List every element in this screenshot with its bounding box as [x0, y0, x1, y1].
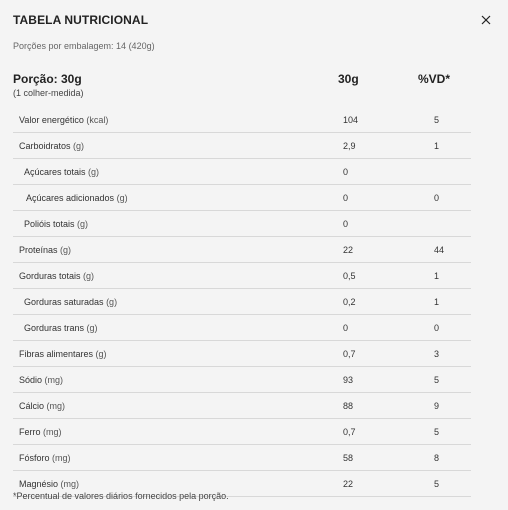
nutrient-unit: (mg) — [43, 427, 62, 437]
nutrient-unit: (g) — [116, 193, 128, 203]
nutrient-label: Gorduras totais — [19, 271, 81, 281]
nutrient-label: Fósforo — [19, 453, 50, 463]
nutrient-unit: (g) — [60, 245, 72, 255]
table-row — [13, 315, 471, 341]
nutrient-label: Fibras alimentares — [19, 349, 94, 359]
nutrient-label: Gorduras trans — [24, 323, 85, 333]
table-row — [13, 211, 471, 237]
nutrient-name — [26, 193, 128, 203]
footnote: *Percentual de valores diários fornecidos pela porção. — [13, 491, 229, 501]
close-button[interactable] — [478, 12, 494, 28]
nutrient-unit: (mg) — [60, 479, 80, 489]
table-row — [13, 133, 471, 159]
nutrient-daily-value: 9 — [434, 401, 440, 411]
nutrient-quantity: 0 — [343, 193, 349, 203]
column-header-daily-value: %VD* — [418, 72, 451, 86]
nutrient-name — [19, 349, 107, 359]
nutrient-quantity: 0,7 — [343, 349, 356, 359]
nutrient-name — [24, 167, 99, 177]
nutrient-label: Gorduras saturadas — [24, 297, 104, 307]
table-row — [13, 159, 471, 185]
modal-title: TABELA NUTRICIONAL — [13, 13, 149, 27]
nutrient-unit: (g) — [88, 167, 100, 177]
nutrient-daily-value: 3 — [434, 349, 440, 359]
nutrient-quantity: 2,9 — [343, 141, 356, 151]
nutrient-quantity: 0,7 — [343, 427, 356, 437]
nutrition-table — [13, 107, 471, 497]
nutrient-unit: (g) — [83, 271, 95, 281]
table-row — [13, 263, 471, 289]
nutrient-quantity: 0 — [343, 167, 349, 177]
nutrient-quantity: 58 — [343, 453, 354, 463]
nutrient-name — [19, 479, 79, 489]
nutrient-name — [24, 297, 117, 307]
nutrient-daily-value: 5 — [434, 479, 440, 489]
nutrient-unit: (mg) — [46, 401, 66, 411]
nutrient-unit: (g) — [106, 297, 118, 307]
table-row — [13, 445, 471, 471]
nutrient-label: Carboidratos — [19, 141, 71, 151]
nutrient-quantity: 0 — [343, 323, 349, 333]
servings-per-package: Porções por embalagem: 14 (420g) — [13, 41, 155, 51]
nutrient-quantity: 22 — [343, 479, 354, 489]
nutrient-unit: (g) — [73, 141, 85, 151]
nutrient-quantity: 88 — [343, 401, 354, 411]
nutrient-daily-value: 5 — [434, 115, 440, 125]
nutrient-daily-value: 0 — [434, 323, 440, 333]
table-row — [13, 367, 471, 393]
portion-subtitle: (1 colher-medida) — [13, 88, 84, 98]
nutrient-unit: (g) — [77, 219, 89, 229]
nutrient-unit: (g) — [95, 349, 107, 359]
nutrient-name — [19, 271, 94, 281]
nutrient-name — [19, 141, 84, 151]
nutrient-label: Sódio — [19, 375, 43, 385]
nutrient-unit: (mg) — [52, 453, 71, 463]
nutrient-name — [19, 427, 62, 437]
nutrient-name — [19, 401, 65, 411]
nutrient-label: Açúcares totais — [24, 167, 86, 177]
nutrient-daily-value: 5 — [434, 427, 440, 437]
nutrient-quantity: 22 — [343, 245, 354, 255]
nutrient-daily-value: 1 — [434, 141, 440, 151]
nutrient-label: Proteínas — [19, 245, 58, 255]
nutrient-daily-value: 5 — [434, 375, 440, 385]
nutrient-daily-value: 0 — [434, 193, 440, 203]
column-header-quantity: 30g — [338, 72, 359, 86]
table-row — [13, 393, 471, 419]
nutrient-label: Valor energético — [19, 115, 84, 125]
nutrient-quantity: 93 — [343, 375, 354, 385]
table-row — [13, 419, 471, 445]
nutrient-label: Açúcares adicionados — [26, 193, 115, 203]
nutrient-quantity: 0,2 — [343, 297, 356, 307]
nutrient-name — [19, 453, 71, 463]
nutrient-name — [24, 219, 88, 229]
table-row — [13, 237, 471, 263]
nutrient-daily-value: 8 — [434, 453, 440, 463]
table-header — [13, 72, 483, 102]
nutrient-quantity: 0 — [343, 219, 349, 229]
nutrient-name — [19, 375, 63, 385]
nutrient-label: Cálcio — [19, 401, 45, 411]
table-row — [13, 341, 471, 367]
nutrient-name — [19, 115, 108, 125]
nutrient-daily-value: 1 — [434, 271, 440, 281]
portion-label: Porção: 30g — [13, 72, 82, 86]
table-row — [13, 185, 471, 211]
table-row — [13, 289, 471, 315]
close-icon — [478, 12, 494, 28]
nutrient-name — [24, 323, 98, 333]
nutrient-unit: (kcal) — [86, 115, 109, 125]
table-row — [13, 107, 471, 133]
nutrient-label: Ferro — [19, 427, 41, 437]
nutrient-label: Polióis totais — [24, 219, 75, 229]
nutrient-quantity: 104 — [343, 115, 359, 125]
nutrient-unit: (g) — [86, 323, 98, 333]
nutrient-name — [19, 245, 71, 255]
nutrient-daily-value: 1 — [434, 297, 440, 307]
nutrient-quantity: 0,5 — [343, 271, 356, 281]
nutrient-unit: (mg) — [44, 375, 64, 385]
nutrient-label: Magnésio — [19, 479, 59, 489]
nutrient-daily-value: 44 — [434, 245, 445, 255]
